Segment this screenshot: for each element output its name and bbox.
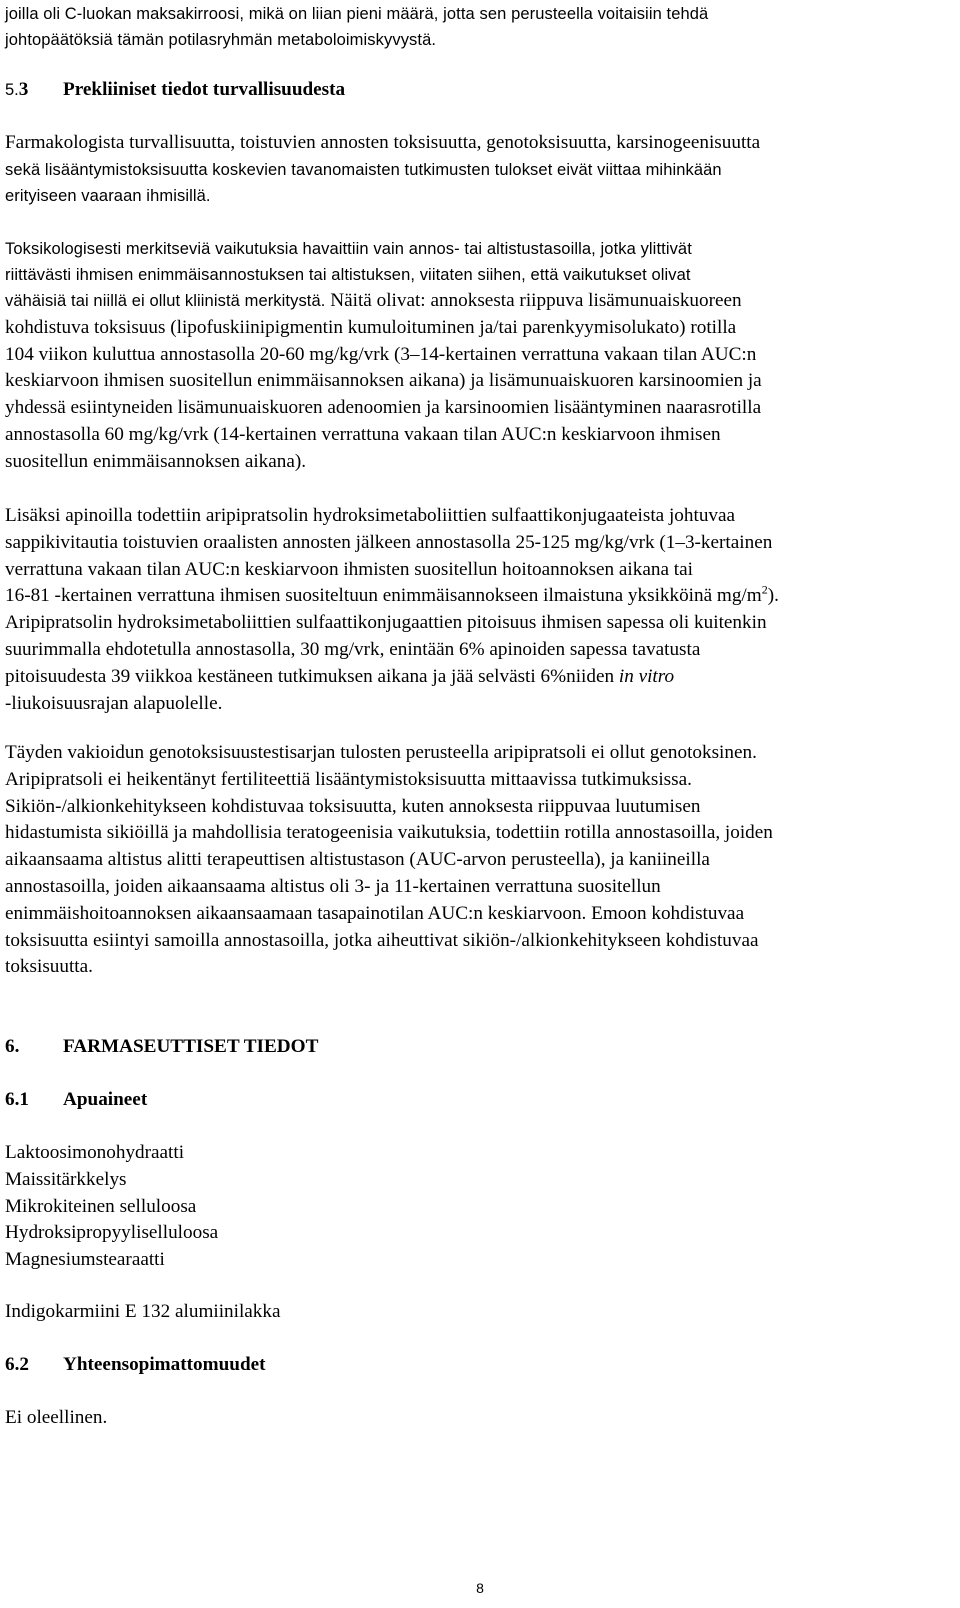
text-line: aikaansaama altistus alitti terapeuttisen altistustason (AUC-arvon perusteella), ja kaniineilla <box>5 849 710 871</box>
text-line: toksisuutta esiintyi samoilla annostasoilla, jotka aiheuttivat sikiön-/alkionkehitykseen kohdistuvaa <box>5 929 759 951</box>
text-line: enimmäishoitoannoksen aikaansaamaan tasapainotilan AUC:n keskiarvoon. Emoon kohdistuvaa <box>5 902 745 924</box>
text-line: Täyden vakioidun genotoksisuustestisarjan tulosten perusteella aripipratsoli ei ollut genotoksinen. <box>5 742 757 763</box>
incompatibilities-text <box>5 1405 950 1432</box>
section-title: Prekliiniset tiedot turvallisuudesta <box>63 79 346 100</box>
page-number: 8 <box>476 1580 484 1596</box>
section-number: 5.3 <box>5 79 29 100</box>
text-line: Lisäksi apinoilla todettiin aripipratsolin hydroksimetaboliittien sulfaattikonjugaateista johtuvaa <box>5 505 736 526</box>
text-line: Aripipratsoli ei heikentänyt fertiliteettiä lisääntymistoksisuutta mittaavissa tutkimuksissa. <box>5 768 692 790</box>
section-title: Apuaineet <box>63 1089 148 1110</box>
list-item: Hydroksipropyyliselluloosa <box>5 1222 219 1244</box>
text-line: Aripipratsolin hydroksimetaboliittien sulfaattikonjugaattien pitoisuus ihmisen sapessa oli kuitenkin <box>5 612 767 634</box>
text-line: johtopäätöksiä tämän potilasryhmän metaboloimiskyvystä. <box>5 31 437 49</box>
list-item: Mikrokiteinen selluloosa <box>5 1195 197 1217</box>
text-line: verrattuna vakaan tilan AUC:n keskiarvoon ihmisten suositellun hoitoannoksen aikana tai <box>5 558 693 580</box>
section-number: 6. <box>5 1036 20 1057</box>
preclinical-paragraph-2 <box>5 236 950 476</box>
list-item: Maissitärkkelys <box>5 1168 127 1190</box>
list-item: Laktoosimonohydraatti <box>5 1142 185 1163</box>
preclinical-paragraph-4 <box>5 740 950 981</box>
text-line: vähäisiä tai niillä ei ollut kliinistä merkitystä. Näitä olivat: annoksesta riippuva lisämunuaiskuoreen <box>5 290 742 311</box>
text-line: hidastumista sikiöillä ja mahdollisia teratogeenisia vaikutuksia, todettiin rotilla annostasoilla, joiden <box>5 822 773 844</box>
text-line: suositellun enimmäisannoksen aikana). <box>5 450 307 472</box>
list-item: Magnesiumstearaatti <box>5 1249 165 1271</box>
excipient-list <box>5 1140 950 1274</box>
list-item: Indigokarmiini E 132 alumiinilakka <box>5 1301 281 1322</box>
intro-paragraph <box>5 1 950 53</box>
text-line: Farmakologista turvallisuutta, toistuvien annosten toksisuutta, genotoksisuutta, karsinogeenisuutta <box>5 132 761 153</box>
text-line: annostasoilla, joiden aikaansaama altistus oli 3- ja 11-kertainen verrattuna suositellun <box>5 875 661 897</box>
preclinical-paragraph-3 <box>5 503 950 717</box>
text-line: Toksikologisesti merkitseviä vaikutuksia havaittiin vain annos- tai altistustasoilla, jotka ylittivät <box>5 240 692 258</box>
text-line: sappikivitautia toistuvien oraalisten annosten jälkeen annostasolla 25-125 mg/kg/vrk (1–3-kertainen <box>5 531 773 553</box>
section-number: 6.2 <box>5 1354 29 1375</box>
text-line: 16-81 -kertainen verrattuna ihmisen suositeltuun enimmäisannokseen ilmaistuna yksikköinä $mg/m^2$). <box>5 583 779 607</box>
text-line: suurimmalla ehdotetulla annostasolla, 30 mg/vrk, enintään 6% apinoiden sapessa tavatusta <box>5 638 701 660</box>
preclinical-paragraph-1 <box>5 130 950 209</box>
text-line: Ei oleellinen. <box>5 1407 108 1428</box>
text-line: Sikiön-/alkionkehitykseen kohdistuvaa toksisuutta, kuten annoksesta riippuvaa luutumisen <box>5 795 701 817</box>
text-line: erityiseen vaaraan ihmisillä. <box>5 186 211 205</box>
text-line: keskiarvoon ihmisen suositellun enimmäisannoksen aikana) ja lisämunuaiskuoren karsinoomien ja <box>5 370 762 392</box>
colorant-line <box>5 1299 950 1326</box>
section-heading-6 <box>5 1034 950 1060</box>
section-heading-6-2 <box>5 1352 950 1378</box>
text-line: -liukoisuusrajan alapuolelle. <box>5 692 223 714</box>
section-heading-5-3 <box>5 77 950 103</box>
text-line: yhdessä esiintyneiden lisämunuaiskuoren adenoomien ja karsinoomien lisääntyminen naarasrotilla <box>5 397 762 419</box>
section-heading-6-1 <box>5 1087 950 1113</box>
text-line: riittävästi ihmisen enimmäisannostuksen tai altistuksen, viitaten siihen, että vaikutukset olivat <box>5 266 691 284</box>
text-line: toksisuutta. <box>5 956 93 978</box>
text-line: kohdistuva toksisuus (lipofuskiinipigmentin kumuloituminen ja/tai parenkyymisolukato) rotilla <box>5 316 737 338</box>
text-line: sekä lisääntymistoksisuutta koskevien tavanomaisten tutkimusten tulokset eivät viittaa mihinkään <box>5 160 722 179</box>
text-line: 104 viikon kuluttua annostasolla 20-60 mg/kg/vrk (3–14-kertainen verrattuna vakaan tilan AUC:n <box>5 343 757 365</box>
text-line: annostasolla 60 mg/kg/vrk (14-kertainen verrattuna vakaan tilan AUC:n keskiarvoon ihmisen <box>5 423 721 445</box>
section-title: FARMASEUTTISET TIEDOT <box>63 1036 319 1057</box>
text-line: joilla oli C-luokan maksakirroosi, mikä on liian pieni määrä, jotta sen perusteella voitaisiin tehdä <box>5 5 709 23</box>
section-number: 6.1 <box>5 1089 29 1110</box>
section-title: Yhteensopimattomuudet <box>63 1354 266 1375</box>
text-line: pitoisuudesta 39 viikkoa kestäneen tutkimuksen aikana ja jää selvästi 6%niiden in vitro <box>5 665 675 687</box>
